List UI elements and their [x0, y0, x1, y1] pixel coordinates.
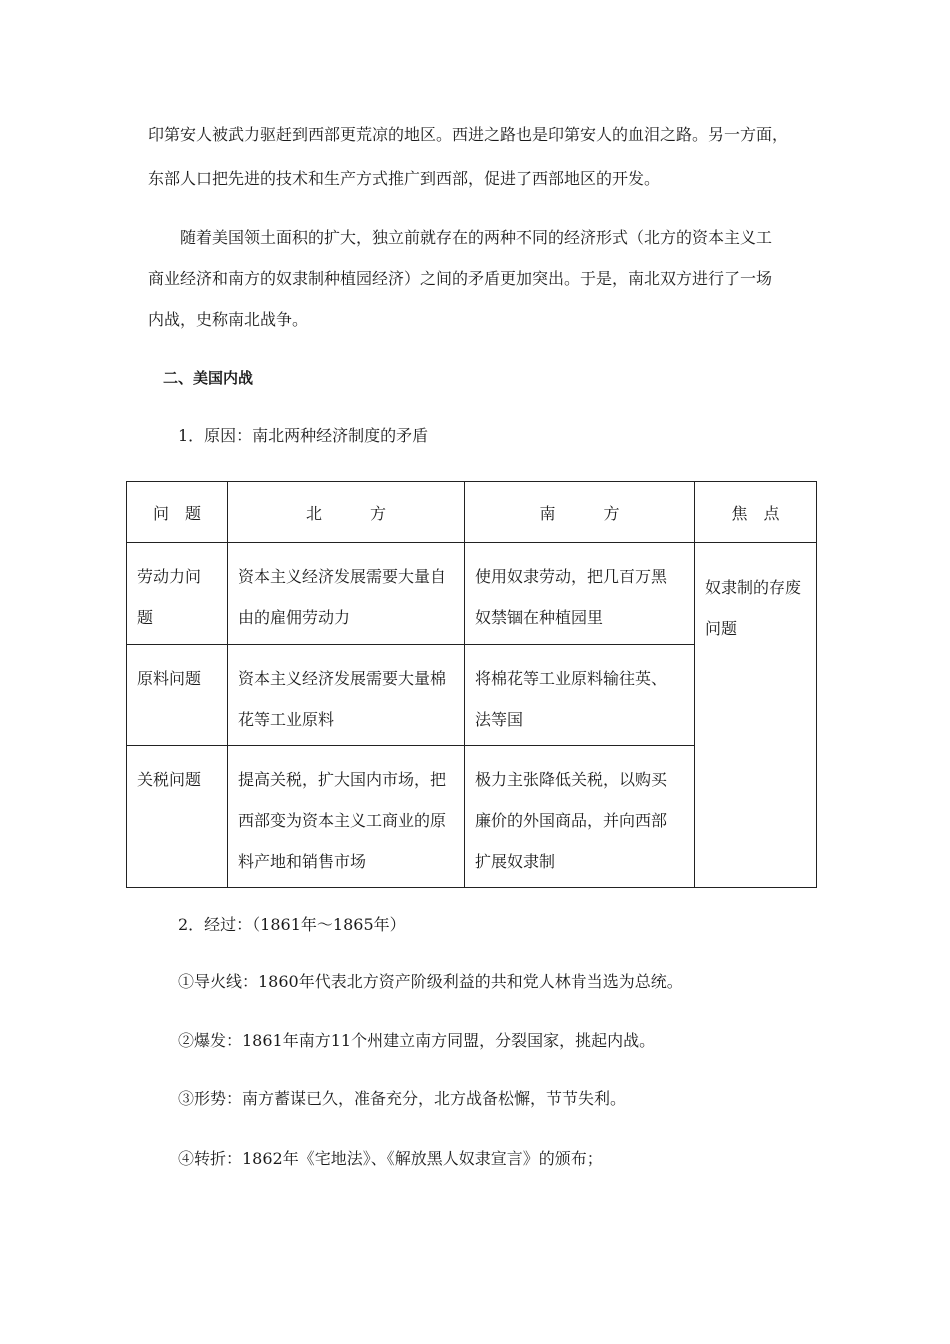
cell-line: 劳动力问	[137, 567, 202, 586]
issue-cell	[127, 645, 228, 746]
north-cell	[228, 746, 465, 888]
header-focus: 焦 点	[695, 482, 817, 543]
south-cell	[465, 645, 695, 746]
intro-paragraph-1-line-1: 印第安人被武力驱赶到西部更荒凉的地区。西进之路也是印第安人的血泪之路。另一方面，	[148, 125, 789, 144]
event-item: ③形势：南方蓄谋已久，准备充分，北方战备松懈，节节失利。	[178, 1089, 627, 1108]
cell-line: 资本主义经济发展需要大量自	[238, 567, 447, 586]
north-cell	[228, 645, 465, 746]
event-item: ④转折：1862年《宅地法》、《解放黑人奴隶宣言》的颁布；	[178, 1149, 603, 1168]
header-south: 南 方	[465, 482, 695, 543]
cell-line: 关税问题	[137, 770, 202, 789]
cell-line: 由的雇佣劳动力	[238, 608, 351, 627]
north-cell	[228, 543, 465, 645]
cell-line: 将棉花等工业原料输往英、	[475, 669, 668, 688]
section-heading: 二、美国内战	[163, 369, 254, 387]
cell-line: 原料问题	[137, 669, 202, 688]
intro-paragraph-2-line-3: 内战，史称南北战争。	[148, 310, 309, 329]
cell-line: 廉价的外国商品，并向西部	[475, 811, 668, 830]
issue-cell	[127, 746, 228, 888]
intro-paragraph-2-line-2: 商业经济和南方的奴隶制种植园经济）之间的矛盾更加突出。于是，南北双方进行了一场	[148, 269, 773, 288]
cell-line: 扩展奴隶制	[475, 852, 556, 871]
cell-line: 使用奴隶劳动，把几百万黑	[475, 567, 668, 586]
header-issue: 问 题	[127, 482, 228, 543]
cell-line: 料产地和销售市场	[238, 852, 367, 871]
cell-line: 提高关税，扩大国内市场，把	[238, 770, 447, 789]
intro-paragraph-2-line-1: 随着美国领土面积的扩大，独立前就存在的两种不同的经济形式（北方的资本主义工	[180, 228, 773, 247]
cell-line: 题	[137, 608, 154, 627]
cell-line: 花等工业原料	[238, 710, 335, 729]
header-north: 北 方	[228, 482, 465, 543]
event-item: ②爆发：1861年南方11个州建立南方同盟，分裂国家，挑起内战。	[178, 1031, 656, 1050]
south-cell	[465, 746, 695, 888]
cell-line: 奴隶制的存废	[705, 578, 802, 597]
comparison-table	[126, 481, 817, 888]
issue-cell	[127, 543, 228, 645]
focus-cell	[695, 543, 817, 888]
cell-line: 资本主义经济发展需要大量棉	[238, 669, 447, 688]
event-item: ①导火线：1860年代表北方资产阶级利益的共和党人林肯当选为总统。	[178, 972, 683, 991]
cell-line: 问题	[705, 619, 738, 638]
cell-line: 法等国	[475, 710, 524, 729]
cell-line: 奴禁锢在种植园里	[475, 608, 604, 627]
cell-line: 极力主张降低关税，以购买	[475, 770, 668, 789]
table-row	[127, 543, 817, 645]
process-heading: 2．经过：（1861年～1865年）	[178, 915, 406, 934]
table-header-row	[127, 482, 817, 543]
cell-line: 西部变为资本主义工商业的原	[238, 811, 447, 830]
south-cell	[465, 543, 695, 645]
cause-heading: 1．原因：南北两种经济制度的矛盾	[178, 426, 429, 445]
intro-paragraph-1-line-2: 东部人口把先进的技术和生产方式推广到西部，促进了西部地区的开发。	[148, 169, 661, 188]
